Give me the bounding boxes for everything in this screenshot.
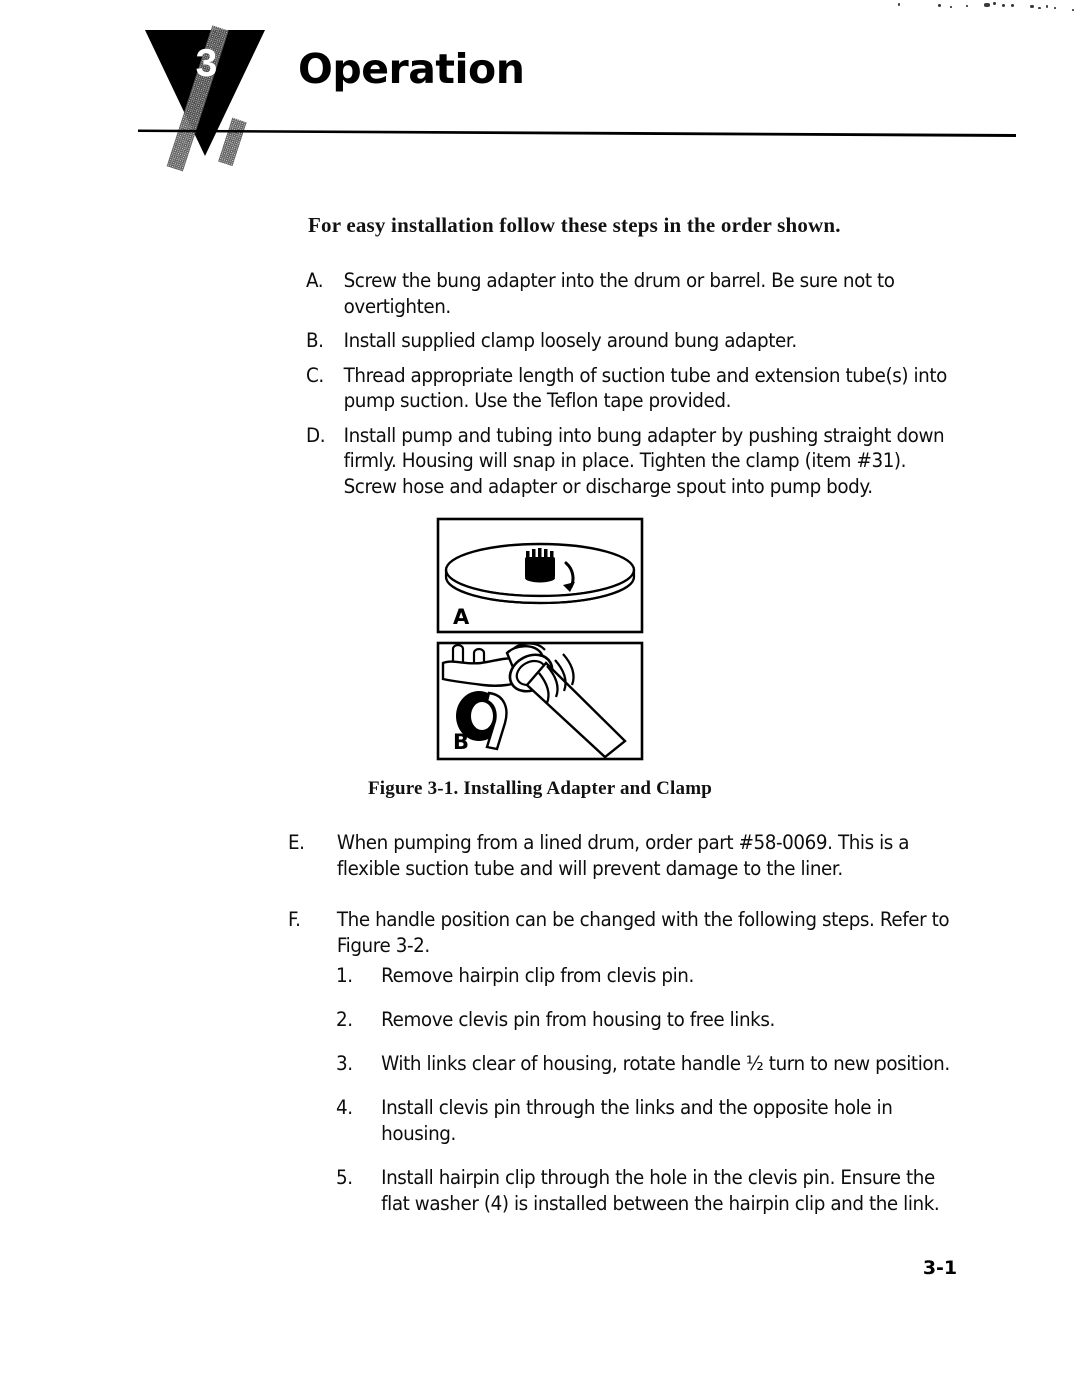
list-item [306,363,955,414]
chapter-header [0,0,1080,180]
list-item-text: When pumping from a lined drum, order part #58-0069. This is a flexible suction tube and will prevent damage to the liner. [336,831,910,880]
list-item-text: The handle position can be changed with the following steps. Refer to Figure 3-2. [336,908,950,957]
svg-text:A: A [453,605,470,629]
list-item-marker: D. [306,423,326,447]
list-item [336,963,966,989]
list-item-marker: 1. [336,964,353,987]
list-item-text: Install clevis pin through the links and the opposite hole in housing. [381,1096,893,1145]
list-item [288,830,960,881]
list-item-text: Remove clevis pin from housing to free links. [381,1008,775,1031]
list-item-text: Screw the bung adapter into the drum or barrel. Be sure not to overtighten. [343,269,895,318]
list-item-text: Install supplied clamp loosely around bung adapter. [343,329,797,352]
list-item-text: Remove hairpin clip from clevis pin. [381,964,694,987]
list-item [306,423,955,500]
list-item-text: Install hairpin clip through the hole in the clevis pin. Ensure the flat washer (4) is installed between the hairpin clip and the link. [381,1166,940,1215]
figure-illustration [429,513,651,765]
list-item [336,1051,966,1077]
numbered-step-list [336,963,1006,1235]
list-item-marker: A. [306,269,324,292]
page-title: Operation [298,45,525,93]
lettered-step-list-continued [288,830,1003,984]
figure-caption: Figure 3-1. Installing Adapter and Clamp [367,778,713,799]
list-item [336,1007,966,1033]
list-item-marker: F. [288,908,301,931]
intro-paragraph: For easy installation follow these steps in the order shown. [308,213,841,237]
list-item-marker: 5. [336,1166,353,1189]
header-rule [138,128,1016,137]
list-item-marker: C. [306,363,324,387]
svg-text:B: B [453,730,470,754]
list-item-text: With links clear of housing, rotate handle ½ turn to new position. [381,1052,950,1075]
lettered-step-list [306,268,996,508]
chapter-number: 3 [195,42,217,85]
list-item [306,328,955,354]
list-item [336,1095,966,1147]
list-item-marker: 4. [336,1096,353,1119]
list-item-marker: E. [288,831,305,854]
page-number: 3-1 [922,1257,958,1279]
list-item-text: Install pump and tubing into bung adapter by pushing straight down firmly. Housing will snap in place. Tighten the clamp (item #31). Screw hose and adapter or discharge spout into pump body. [343,423,945,498]
list-item-marker: B. [306,329,324,352]
list-item [288,907,960,958]
list-item [336,1165,966,1217]
figure-3-1 [0,513,1080,801]
list-item-marker: 2. [336,1008,353,1031]
list-item-text: Thread appropriate length of suction tube and extension tube(s) into pump suction. Use the Teflon tape provided. [343,363,947,412]
list-item [306,268,955,319]
list-item-marker: 3. [336,1052,353,1075]
